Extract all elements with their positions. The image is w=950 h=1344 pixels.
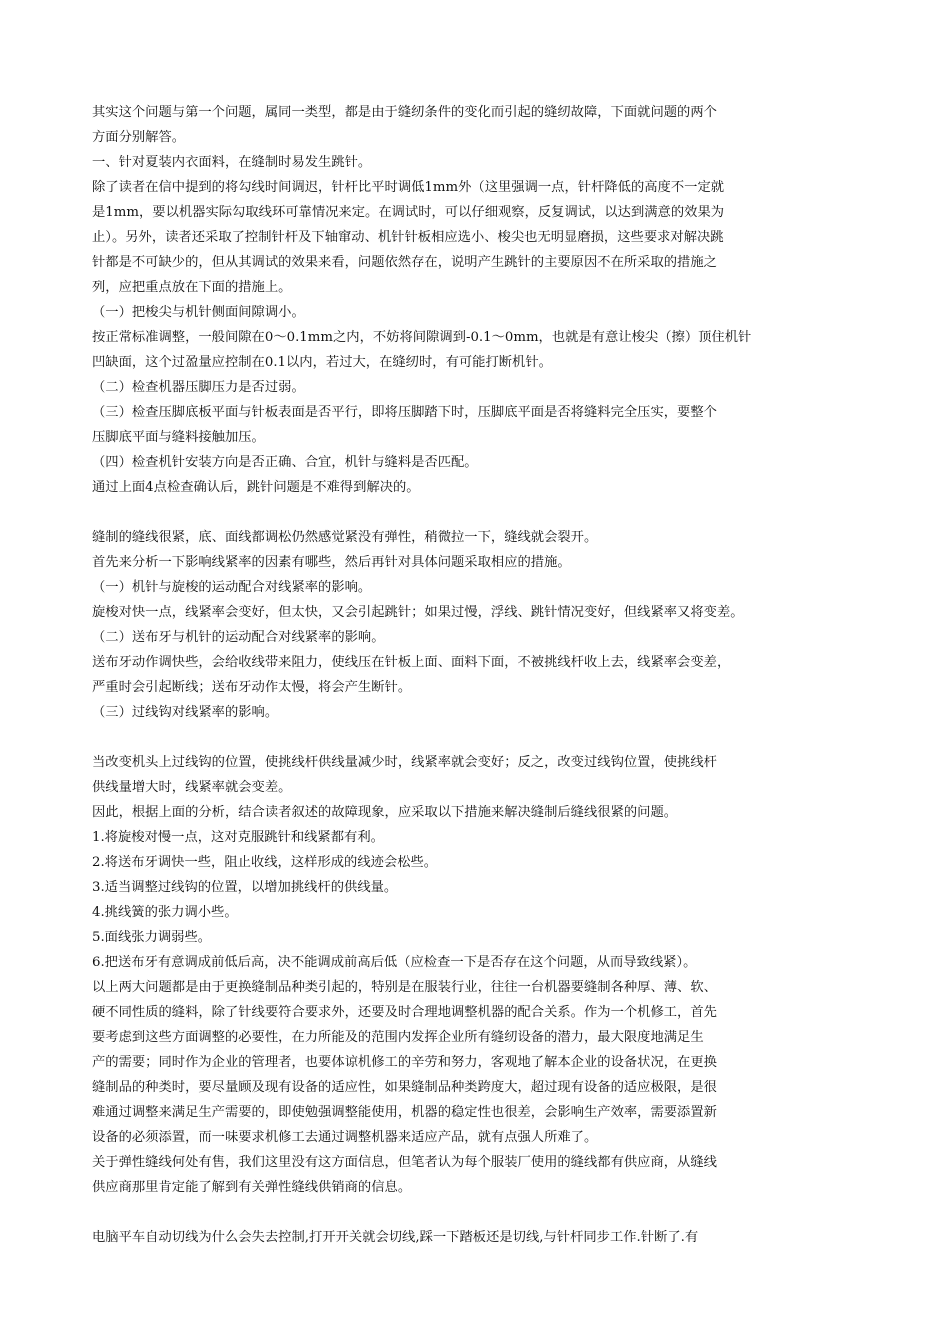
paragraph-line: 凹缺面，这个过盈量应控制在0.1以内，若过大，在缝纫时，有可能打断机针。 (92, 355, 552, 370)
document-page (92, 100, 860, 1250)
paragraph-line: 送布牙动作调快些，会给收线带来阻力，使线压在针板上面、面料下面，不被挑线杆收上去，线紧率会变差， (92, 655, 731, 670)
paragraph-line: 要考虑到这些方面调整的必要性，在力所能及的范围内发挥企业所有缝纫设备的潜力，最大限度地满足生 (92, 1030, 704, 1045)
paragraph-line: 硬不同性质的缝料，除了针线要符合要求外，还要及时合理地调整机器的配合关系。作为一个机修工，首先 (92, 1005, 717, 1020)
paragraph-gap (92, 725, 860, 750)
list-item-title: （一）把梭尖与机针侧面间隙调小。 (92, 305, 305, 320)
paragraph-gap (92, 500, 860, 525)
measure-item: 5.面线张力调弱些。 (92, 930, 212, 945)
paragraph-line: 关于弹性缝线何处有售，我们这里没有这方面信息，但笔者认为每个服装厂使用的缝线都有供应商，从缝线 (92, 1155, 717, 1170)
list-item: （三）检查压脚底板平面与针板表面是否平行，即将压脚踏下时，压脚底平面是否将缝料完全压实，要整个 (92, 405, 717, 420)
list-item-title: （一）机针与旋梭的运动配合对线紧率的影响。 (92, 580, 372, 595)
list-item-title: （二）送布牙与机针的运动配合对线紧率的影响。 (92, 630, 385, 645)
paragraph-line: 是1mm，要以机器实际勾取线环可靠情况来定。在调试时，可以仔细观察，反复调试，以达到满意的效果为 (92, 205, 725, 220)
paragraph-line: 产的需要；同时作为企业的管理者，也要体谅机修工的辛劳和努力，客观地了解本企业的设备状况，在更换 (92, 1055, 717, 1070)
list-item: （四）检查机针安装方向是否正确、合宜，机针与缝料是否匹配。 (92, 455, 478, 470)
measure-item: 1.将旋梭对慢一点，这对克服跳针和线紧都有利。 (92, 830, 384, 845)
measure-item: 2.将送布牙调快一些，阻止收线，这样形成的线迹会松些。 (92, 855, 438, 870)
measure-item: 4.挑线簧的张力调小些。 (92, 905, 238, 920)
paragraph-line: 针都是不可缺少的，但从其调试的效果来看，问题依然存在，说明产生跳针的主要原因不在所采取的措施之 (92, 255, 717, 270)
paragraph-line: 缝制品的种类时，要尽量顾及现有设备的适应性，如果缝制品种类跨度大，超过现有设备的适应极限，是很 (92, 1080, 717, 1095)
paragraph-line: 止）。另外，读者还采取了控制针杆及下轴窜动、机针针板相应选小、梭尖也无明显磨损，这些要求对解决跳 (92, 230, 724, 245)
paragraph-line: 按正常标准调整，一般间隙在0～0.1mm之内，不妨将间隙调到-0.1～0mm，也就是有意让梭尖（擦）顶住机针 (92, 330, 752, 345)
paragraph-line: 以上两大问题都是由于更换缝制品种类引起的，特别是在服装行业，往往一台机器要缝制各种厚、薄、软、 (92, 980, 717, 995)
list-item-title: （二）检查机器压脚压力是否过弱。 (92, 380, 305, 395)
paragraph-line: 除了读者在信中提到的将勾线时间调迟，针杆比平时调低1mm外（这里强调一点，针杆降低的高度不一定就 (92, 180, 725, 195)
paragraph-line: 旋梭对快一点，线紧率会变好，但太快，又会引起跳针；如果过慢，浮线、跳针情况变好，但线紧率又将变差。 (92, 605, 744, 620)
paragraph-line: 列，应把重点放在下面的措施上。 (92, 280, 292, 295)
paragraph-line: 严重时会引起断线；送布牙动作太慢，将会产生断针。 (92, 680, 412, 695)
paragraph-line: 供线量增大时，线紧率就会变差。 (92, 780, 292, 795)
question-line: 电脑平车自动切线为什么会失去控制,打开开关就会切线,踩一下踏板还是切线,与针杆同步工作.针断了.有 (92, 1230, 699, 1245)
paragraph-gap (92, 1200, 860, 1225)
paragraph-line: 当改变机头上过线钩的位置，使挑线杆供线量减少时，线紧率就会变好；反之，改变过线钩位置，使挑线杆 (92, 755, 717, 770)
paragraph-line: 方面分别解答。 (92, 130, 186, 145)
question-line: 缝制的缝线很紧，底、面线都调松仍然感觉紧没有弹性，稍微拉一下，缝线就会裂开。 (92, 530, 598, 545)
conclusion-line: 通过上面4点检查确认后，跳针问题是不难得到解决的。 (92, 480, 420, 495)
paragraph-line: 首先来分析一下影响线紧率的因素有哪些，然后再针对具体问题采取相应的措施。 (92, 555, 571, 570)
list-item: 压脚底平面与缝料接触加压。 (92, 430, 265, 445)
paragraph-line: 设备的必须添置，而一味要求机修工去通过调整机器来适应产品，就有点强人所难了。 (92, 1130, 598, 1145)
paragraph-line: 因此，根据上面的分析，结合读者叙述的故障现象，应采取以下措施来解决缝制后缝线很紧的问题。 (92, 805, 678, 820)
paragraph-line: 难通过调整来满足生产需要的，即使勉强调整能使用，机器的稳定性也很差，会影响生产效率，需要添置新 (92, 1105, 717, 1120)
list-item-title: （三）过线钩对线紧率的影响。 (92, 705, 279, 720)
section-heading: 一、针对夏装内衣面料，在缝制时易发生跳针。 (92, 155, 372, 170)
measure-item: 3.适当调整过线钩的位置，以增加挑线杆的供线量。 (92, 880, 398, 895)
measure-item: 6.把送布牙有意调成前低后高，决不能调成前高后低（应检查一下是否存在这个问题，从而导致线紧）。 (92, 955, 697, 970)
paragraph-line: 其实这个问题与第一个问题，属同一类型，都是由于缝纫条件的变化而引起的缝纫故障，下面就问题的两个 (92, 105, 717, 120)
paragraph-line: 供应商那里肯定能了解到有关弹性缝线供销商的信息。 (92, 1180, 412, 1195)
